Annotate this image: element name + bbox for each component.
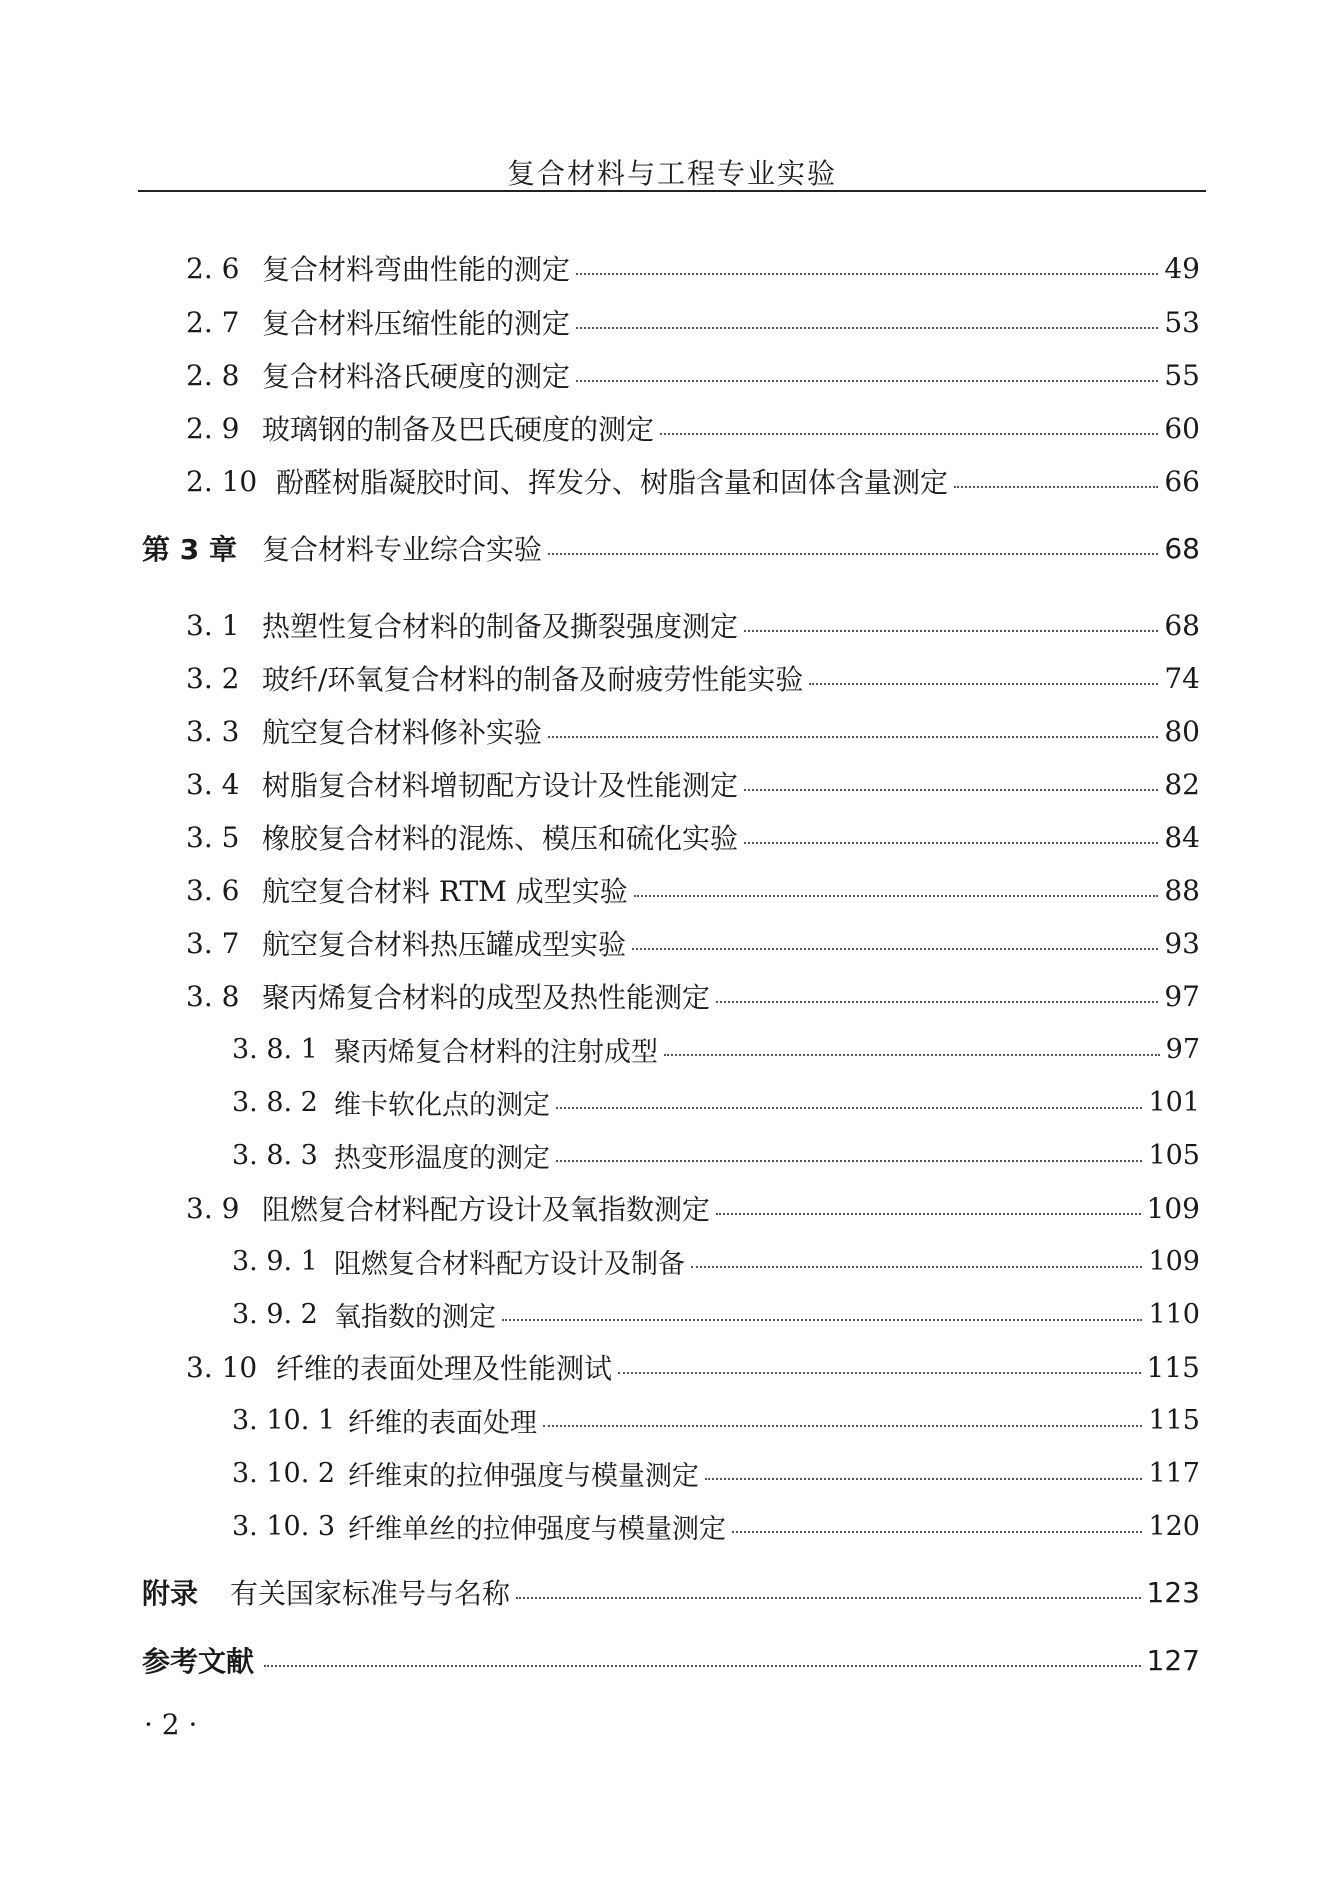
toc-entry[interactable] xyxy=(0,1188,1338,1228)
toc-entry-page: 55 xyxy=(1164,358,1200,392)
toc-entry[interactable] xyxy=(0,817,1338,857)
toc-entry-number: 3. 9 xyxy=(186,1191,240,1225)
toc-entry-page: 110 xyxy=(1148,1298,1200,1330)
dot-leader xyxy=(556,1107,1142,1109)
toc-entry-number: 3. 10. 2 xyxy=(232,1457,336,1489)
dot-leader xyxy=(516,1597,1141,1599)
toc-entry[interactable] xyxy=(0,461,1338,501)
toc-entry-title: 纤维束的拉伸强度与模量测定 xyxy=(348,1460,699,1492)
dot-leader xyxy=(576,273,1158,275)
toc-entry[interactable] xyxy=(0,923,1338,963)
dot-leader xyxy=(264,1665,1141,1667)
toc-entry-page: 80 xyxy=(1164,714,1200,748)
toc-entry[interactable] xyxy=(0,976,1338,1016)
toc-subentry[interactable] xyxy=(0,1294,1338,1334)
toc-entry-title: 氧指数的测定 xyxy=(334,1301,496,1333)
dot-leader xyxy=(809,683,1158,685)
toc-entry-page: 123 xyxy=(1146,1575,1200,1609)
dot-leader xyxy=(954,486,1158,488)
dot-leader xyxy=(716,1213,1141,1215)
toc-entry-page: 109 xyxy=(1146,1191,1200,1225)
toc-entry-number: 3. 3 xyxy=(186,714,240,748)
toc-entry[interactable] xyxy=(0,605,1338,645)
toc-entry-page: 127 xyxy=(1146,1643,1200,1677)
toc-subentry[interactable] xyxy=(0,1135,1338,1175)
toc-entry-number: 3. 8 xyxy=(186,979,240,1013)
dot-leader xyxy=(543,1425,1142,1427)
running-header: 复合材料与工程专业实验 xyxy=(506,157,837,190)
toc-subentry[interactable] xyxy=(0,1241,1338,1281)
toc-entry-page: 117 xyxy=(1148,1457,1200,1489)
toc-entry[interactable] xyxy=(0,870,1338,910)
toc-entry-title: 热塑性复合材料的制备及撕裂强度测定 xyxy=(262,610,739,643)
toc-entry-number: 参考文献 xyxy=(142,1645,255,1678)
toc-entry-title: 树脂复合材料增韧配方设计及性能测定 xyxy=(262,769,739,802)
toc-entry-title: 阻燃复合材料配方设计及制备 xyxy=(334,1248,685,1280)
toc-entry-number: 3. 10 xyxy=(186,1350,258,1384)
toc-entry[interactable] xyxy=(0,355,1338,395)
toc-entry-number: 3. 1 xyxy=(186,608,240,642)
toc-entry-number: 3. 5 xyxy=(186,820,240,854)
toc-entry-number: 3. 2 xyxy=(186,661,240,695)
toc-entry-page: 101 xyxy=(1148,1086,1200,1118)
toc-entry-title: 聚丙烯复合材料的注射成型 xyxy=(334,1036,658,1068)
toc-entry[interactable] xyxy=(0,302,1338,342)
toc-entry-page: 53 xyxy=(1164,305,1200,339)
toc-entry-page: 68 xyxy=(1164,531,1200,565)
toc-entry-title: 航空复合材料修补实验 xyxy=(262,716,543,749)
toc-entry-title: 航空复合材料 RTM 成型实验 xyxy=(262,875,628,908)
toc-entry-page: 109 xyxy=(1148,1245,1200,1277)
toc-entry-number: 2. 6 xyxy=(186,251,240,285)
toc-entry-page: 84 xyxy=(1164,820,1200,854)
toc-entry[interactable] xyxy=(0,1347,1338,1387)
toc-entry-number: 3. 8. 2 xyxy=(232,1086,318,1118)
header-rule xyxy=(138,190,1206,192)
toc-entry-title: 阻燃复合材料配方设计及氧指数测定 xyxy=(262,1193,711,1226)
toc-entry-number: 3. 7 xyxy=(186,926,240,960)
dot-leader xyxy=(744,630,1158,632)
dot-leader xyxy=(632,948,1158,950)
toc-entry-page: 120 xyxy=(1148,1510,1200,1542)
toc-appendix-entry[interactable] xyxy=(0,1572,1338,1612)
dot-leader xyxy=(556,1160,1142,1162)
toc-entry-title: 热变形温度的测定 xyxy=(334,1142,550,1174)
dot-leader xyxy=(634,895,1159,897)
toc-entry-page: 93 xyxy=(1164,926,1200,960)
toc-entry-title: 玻璃钢的制备及巴氏硬度的测定 xyxy=(262,413,655,446)
toc-entry-title: 航空复合材料热压罐成型实验 xyxy=(262,928,627,961)
toc-entry-page: 97 xyxy=(1164,979,1200,1013)
toc-entry-number: 3. 6 xyxy=(186,873,240,907)
toc-entry-page: 105 xyxy=(1148,1139,1200,1171)
toc-entry-title: 纤维的表面处理及性能测试 xyxy=(276,1352,613,1385)
toc-entry-number: 3. 9. 1 xyxy=(232,1245,318,1277)
toc-entry-number: 第 3 章 xyxy=(142,533,237,566)
dot-leader xyxy=(716,1001,1158,1003)
toc-entry[interactable] xyxy=(0,248,1338,288)
toc-entry-title: 维卡软化点的测定 xyxy=(334,1089,550,1121)
toc-entry-page: 74 xyxy=(1164,661,1200,695)
toc-references-entry[interactable] xyxy=(0,1640,1338,1680)
toc-entry[interactable] xyxy=(0,658,1338,698)
toc-entry-page: 82 xyxy=(1164,767,1200,801)
dot-leader xyxy=(618,1372,1141,1374)
toc-entry-title: 橡胶复合材料的混炼、模压和硫化实验 xyxy=(262,822,739,855)
toc-entry-title: 复合材料洛氏硬度的测定 xyxy=(262,360,571,393)
toc-entry-title: 复合材料弯曲性能的测定 xyxy=(262,253,571,286)
toc-entry-title: 纤维的表面处理 xyxy=(348,1407,537,1439)
dot-leader xyxy=(705,1478,1142,1480)
toc-entry-number: 3. 8. 1 xyxy=(232,1033,318,1065)
dot-leader xyxy=(502,1319,1142,1321)
toc-entry-page: 68 xyxy=(1164,608,1200,642)
toc-entry-page: 88 xyxy=(1164,873,1200,907)
toc-entry-page: 115 xyxy=(1148,1404,1200,1436)
toc-entry-title: 复合材料专业综合实验 xyxy=(262,533,543,566)
toc-entry-number: 2. 9 xyxy=(186,411,240,445)
toc-entry-title: 酚醛树脂凝胶时间、挥发分、树脂含量和固体含量测定 xyxy=(276,466,949,499)
toc-entry-number: 2. 8 xyxy=(186,358,240,392)
toc-subentry[interactable] xyxy=(0,1453,1338,1493)
toc-entry-number: 2. 10 xyxy=(186,464,258,498)
toc-subentry[interactable] xyxy=(0,1029,1338,1069)
toc-entry-number: 3. 4 xyxy=(186,767,240,801)
toc-entry-title: 复合材料压缩性能的测定 xyxy=(262,307,571,340)
toc-entry-number: 3. 10. 3 xyxy=(232,1510,336,1542)
dot-leader xyxy=(664,1054,1160,1056)
dot-leader xyxy=(744,789,1158,791)
toc-entry-number: 3. 9. 2 xyxy=(232,1298,318,1330)
toc-entry-page: 115 xyxy=(1146,1350,1200,1384)
toc-entry-number: 3. 8. 3 xyxy=(232,1139,318,1171)
toc-entry[interactable] xyxy=(0,408,1338,448)
page-number: · 2 · xyxy=(144,1708,198,1741)
toc-subentry[interactable] xyxy=(0,1506,1338,1546)
toc-entry-number: 2. 7 xyxy=(186,305,240,339)
toc-entry-page: 60 xyxy=(1164,411,1200,445)
dot-leader xyxy=(732,1531,1142,1533)
toc-entry-number: 附录 xyxy=(142,1577,199,1610)
toc-entry-page: 97 xyxy=(1165,1033,1200,1065)
toc-entry-page: 66 xyxy=(1164,464,1200,498)
toc-entry[interactable] xyxy=(0,711,1338,751)
toc-entry-title: 纤维单丝的拉伸强度与模量测定 xyxy=(348,1513,726,1545)
dot-leader xyxy=(548,736,1158,738)
toc-entry-number: 3. 10. 1 xyxy=(232,1404,336,1436)
toc-chapter-entry[interactable] xyxy=(0,528,1338,568)
toc-entry-title: 玻纤/环氧复合材料的制备及耐疲劳性能实验 xyxy=(262,663,804,696)
dot-leader xyxy=(744,842,1158,844)
toc-entry[interactable] xyxy=(0,764,1338,804)
toc-subentry[interactable] xyxy=(0,1400,1338,1440)
dot-leader xyxy=(576,327,1158,329)
toc-entry-page: 49 xyxy=(1164,251,1200,285)
dot-leader xyxy=(576,380,1158,382)
dot-leader xyxy=(660,433,1158,435)
dot-leader xyxy=(548,553,1158,555)
dot-leader xyxy=(691,1266,1142,1268)
toc-entry-title: 聚丙烯复合材料的成型及热性能测定 xyxy=(262,981,711,1014)
toc-entry-title: 有关国家标准号与名称 xyxy=(230,1577,511,1610)
toc-subentry[interactable] xyxy=(0,1082,1338,1122)
